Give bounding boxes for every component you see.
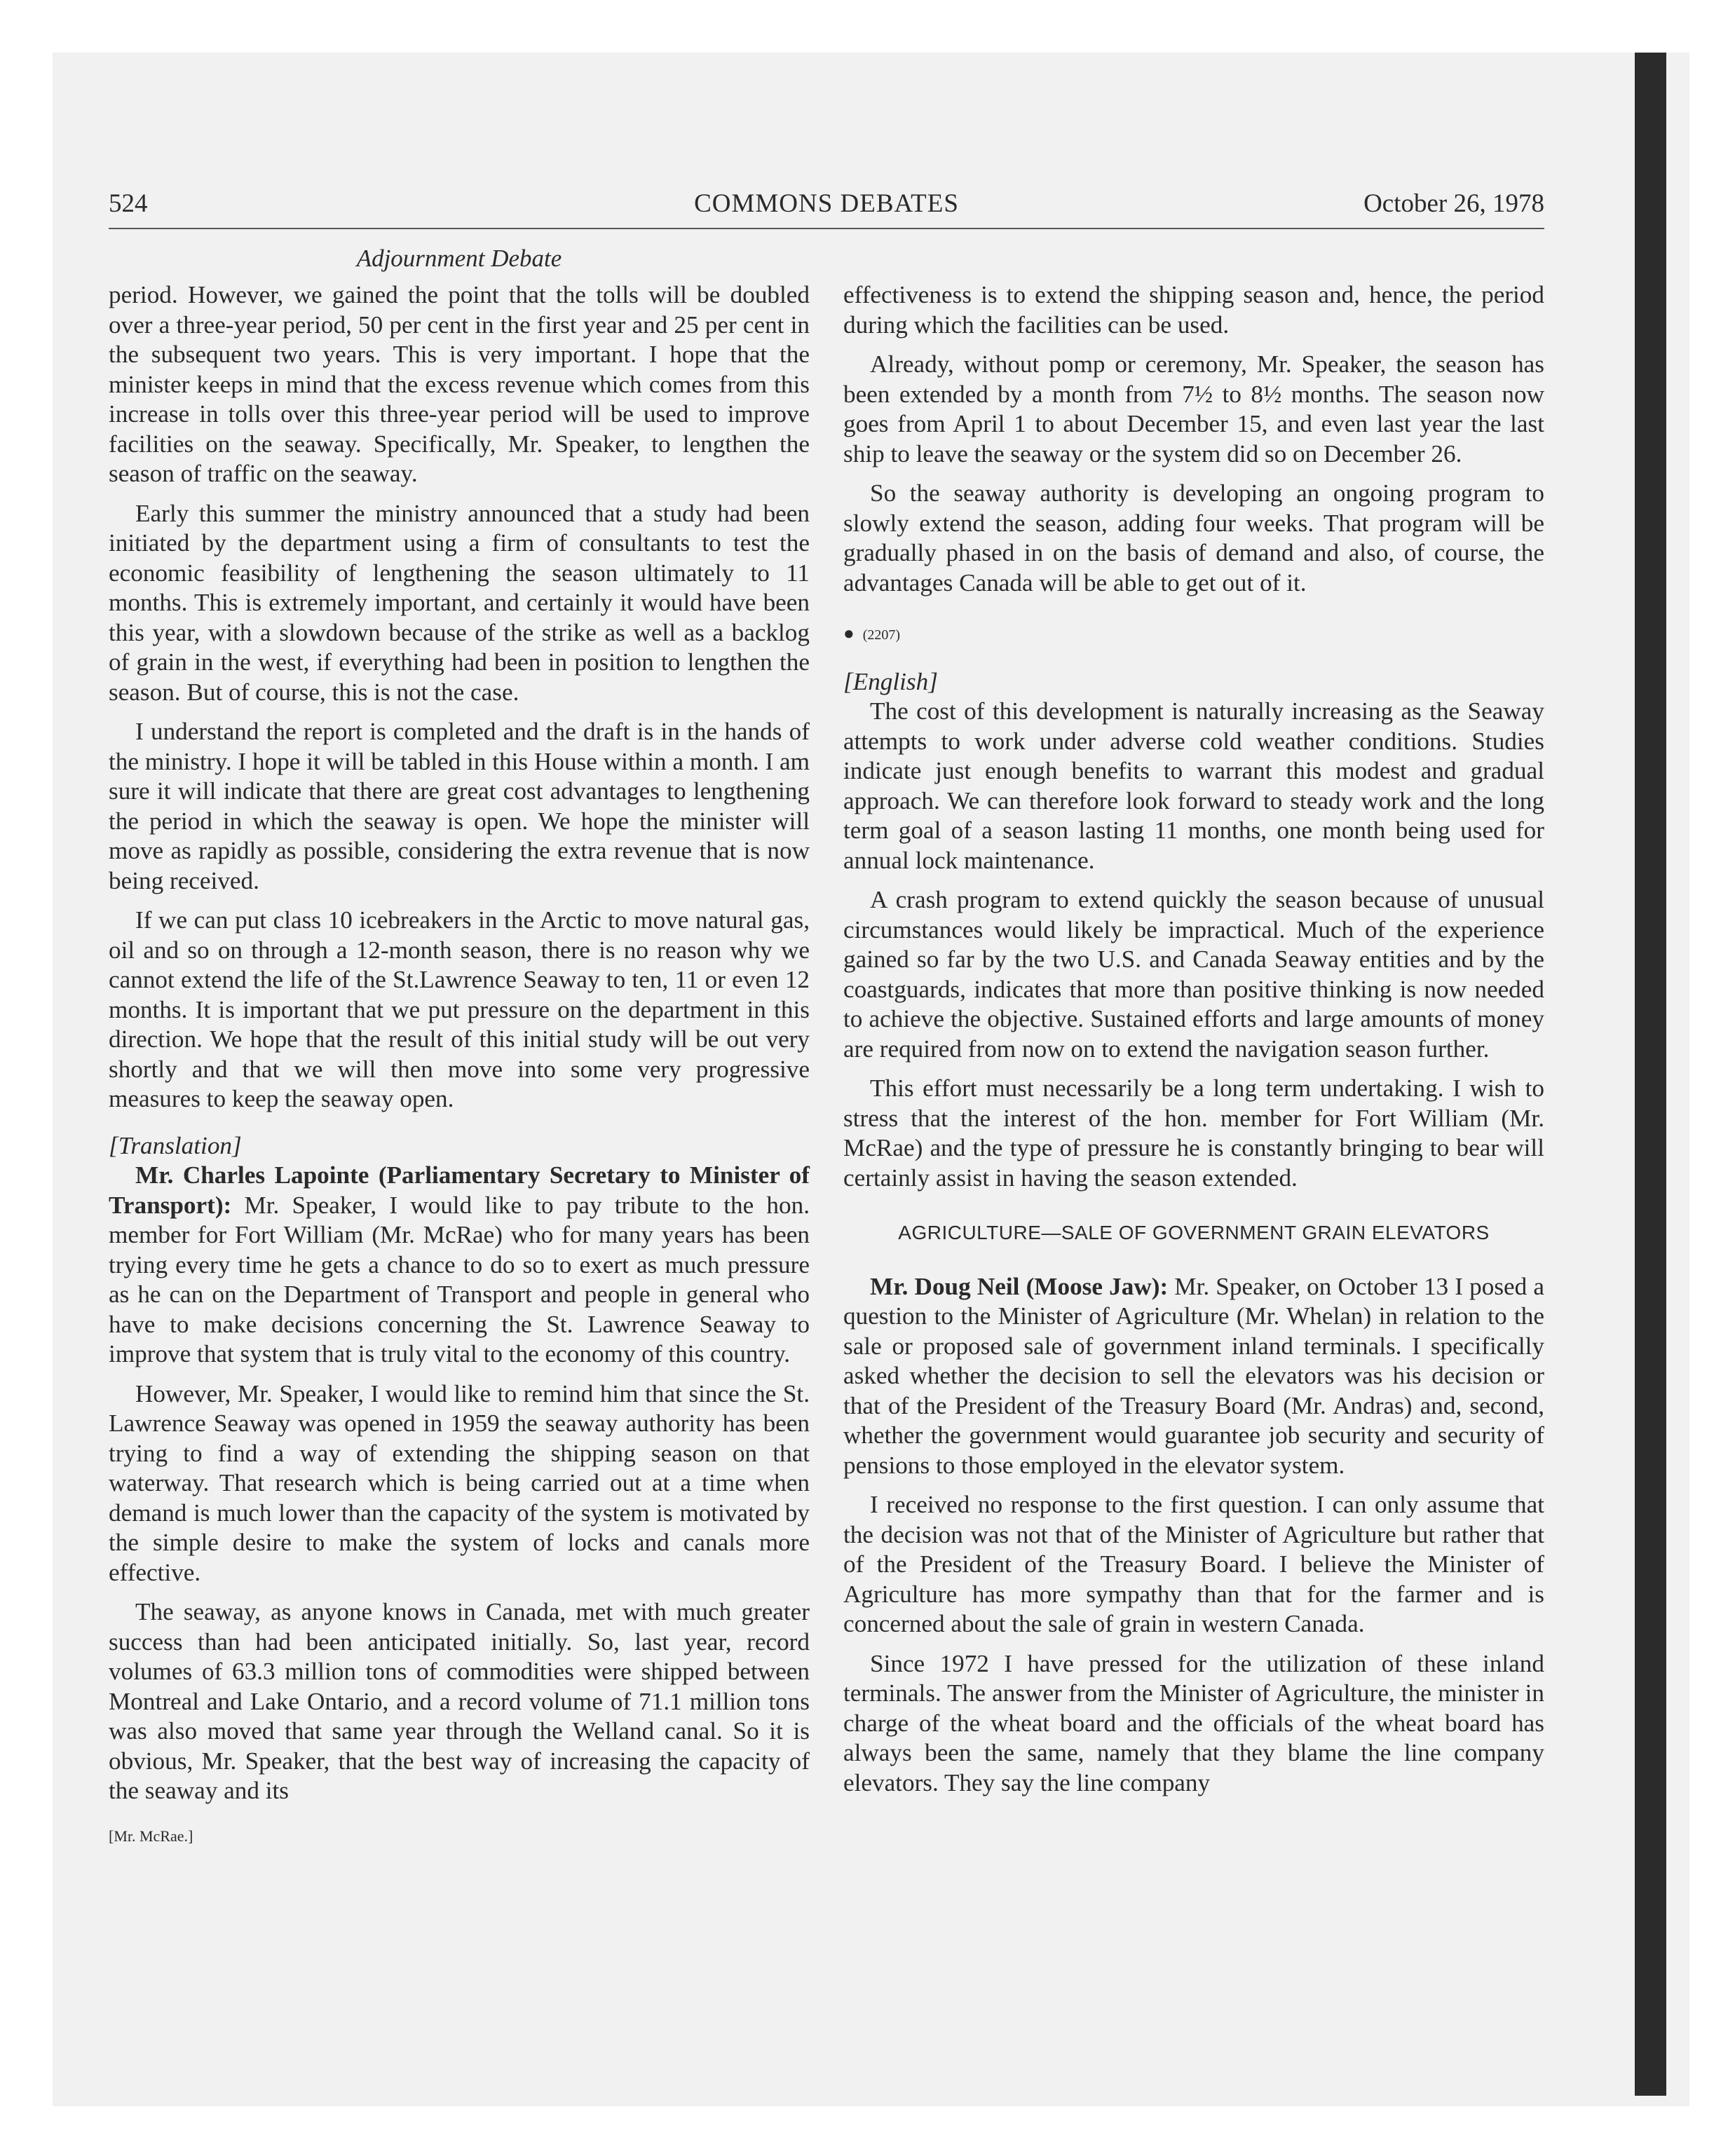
speech-text: Mr. Speaker, on October 13 I posed a question to the Minister of Agriculture (Mr. Whelan) in relation to the sale or proposed sale of government inland terminals. I specifically asked whether the decision to sell the elevators was his decision or that of the President of the Treasury Board (Mr. Andras) and, second, whether the government would guarantee job security and security of pensions to those employed in the elevator system. bbox=[843, 1272, 1544, 1479]
bullet-dot-icon: ● bbox=[843, 623, 855, 643]
paragraph: So the seaway authority is developing an ongoing program to slowly extend the season, adding four weeks. That program will be gradually phased in on the basis of demand and also, of course, the advantages Canada will be able to get out of it. bbox=[843, 479, 1544, 596]
speech-text: Mr. Speaker, I would like to pay tribute to the hon. member for Fort William (Mr. McRae) who for many years has been trying every time he gets a chance to do so to exert as much pressure as he can on the Department of Transport and people in general who have to make decisions concerning the St. Lawrence Seaway to improve that system that is truly vital to the economy of this country. bbox=[109, 1191, 810, 1367]
language-tag: [English] bbox=[843, 667, 938, 695]
section-heading: AGRICULTURE—SALE OF GOVERNMENT GRAIN ELEVATORS bbox=[898, 1222, 1490, 1243]
page-header bbox=[109, 186, 1544, 229]
paragraph: effectiveness is to extend the shipping season and, hence, the period during which the facilities can be used. bbox=[843, 281, 1544, 339]
paragraph: Already, without pomp or ceremony, Mr. Speaker, the season has been extended by a month from 7½ to 8½ months. The season now goes from April 1 to about December 15, and even last year the last ship to leave the seaway or the system did so on December 26. bbox=[843, 350, 1544, 468]
speaker-name: Mr. Doug Neil (Moose Jaw): bbox=[870, 1272, 1169, 1300]
running-head: Adjournment Debate bbox=[356, 245, 562, 272]
paragraph: I received no response to the first question. I can only assume that the decision was not that of the Minister of Agriculture but rather that of the President of the Treasury Board. I believe the Minister of Agriculture has more sympathy than that for the farmer and is concerned about the sale of grain in western Canada. bbox=[843, 1491, 1544, 1637]
paragraph: I understand the report is completed and the draft is in the hands of the ministry. I hope it will be tabled in this House within a month. I am sure it will indicate that there are great cost advantages to lengthening the period in which the seaway is open. We hope the minister will move as rapidly as possible, considering the extra revenue that is now being received. bbox=[109, 718, 810, 894]
time-marker-text: (2207) bbox=[862, 627, 901, 643]
paragraph: A crash program to extend quickly the season because of unusual circumstances would likely be impractical. Much of the experience gained so far by the two U.S. and Canada Seaway entities and by the coastguards, indicates that more than positive thinking is now needed to achieve the objective. Sustained efforts and large amounts of money are required from now on to extend the navigation season further. bbox=[843, 886, 1544, 1063]
paragraph: The seaway, as anyone knows in Canada, met with much greater success than had been anticipated initially. So, last year, record volumes of 63.3 million tons of commodities were shipped between Montreal and Lake Ontario, and a record volume of 71.1 million tons was also moved that same year through the Welland canal. So it is obvious, Mr. Speaker, that the best way of increasing the capacity of the seaway and its bbox=[109, 1598, 810, 1804]
right-column bbox=[843, 280, 1544, 1808]
language-tag: [Translation] bbox=[109, 1131, 242, 1159]
paragraph: Since 1972 I have pressed for the utilization of these inland terminals. The answer from the Minister of Agriculture, the minister in charge of the wheat board and the officials of the wheat board has always been the same, namely that they blame the line company elevators. They say the line company bbox=[843, 1649, 1544, 1796]
paragraph: period. However, we gained the point that the tolls will be doubled over a three-year period, 50 per cent in the first year and 25 per cent in the subsequent two years. This is very important. I hope that the minister keeps in mind that the excess revenue which comes from this increase in tolls over this three-year period will be used to improve facilities on the seaway. Specifically, Mr. Speaker, to lengthen the season of traffic on the seaway. bbox=[109, 281, 810, 487]
paragraph: Early this summer the ministry announced that a study had been initiated by the department using a firm of consultants to test the economic feasibility of lengthening the season ultimately to 11 months. This is extremely important, and certainly it would have been this year, with a slowdown because of the strike as well as a backlog of grain in the west, if everything had been in position to lengthen the season. But of course, this is not the case. bbox=[109, 499, 810, 706]
page-number: 524 bbox=[109, 189, 148, 218]
paragraph: If we can put class 10 icebreakers in the Arctic to move natural gas, oil and so on through a 12-month season, there is no reason why we cannot extend the life of the St.Lawrence Seaway to ten, 11 or even 12 months. It is important that we put pressure on the department in this direction. We hope that the result of this initial study will be out very shortly and that we will then move into some very progressive measures to keep the seaway open. bbox=[109, 906, 810, 1112]
time-marker bbox=[843, 619, 1544, 650]
page-footer-speaker: [Mr. McRae.] bbox=[109, 1827, 193, 1845]
paragraph: The cost of this development is naturally increasing as the Seaway attempts to work under adverse cold weather conditions. Studies indicate just enough benefits to warrant this modest and gradual approach. We can therefore look forward to steady work and the long term goal of a season lasting 11 months, one month being used for annual lock maintenance. bbox=[843, 697, 1544, 874]
paragraph: However, Mr. Speaker, I would like to remind him that since the St. Lawrence Seaway was opened in 1959 the seaway authority has been trying to find a way of extending the shipping season on that waterway. That research which is being carried out at a time when demand is much lower than the capacity of the system is motivated by the simple desire to make the system of locks and canals more effective. bbox=[109, 1379, 810, 1586]
speech-paragraph bbox=[843, 1272, 1544, 1481]
left-column bbox=[109, 280, 810, 1861]
scan-edge-bar bbox=[1635, 53, 1666, 2096]
paragraph: This effort must necessarily be a long term undertaking. I wish to stress that the interest of the hon. member for Fort William (Mr. McRae) and the type of pressure he is constantly bringing to bear will certainly assist in having the season extended. bbox=[843, 1074, 1544, 1192]
speaker-name: Mr. Charles Lapointe (Parliamentary Secretary to Minister of Transport): bbox=[109, 1161, 810, 1219]
page-date: October 26, 1978 bbox=[1363, 189, 1544, 218]
speech-paragraph bbox=[109, 1161, 810, 1370]
publication-title: COMMONS DEBATES bbox=[694, 189, 959, 218]
